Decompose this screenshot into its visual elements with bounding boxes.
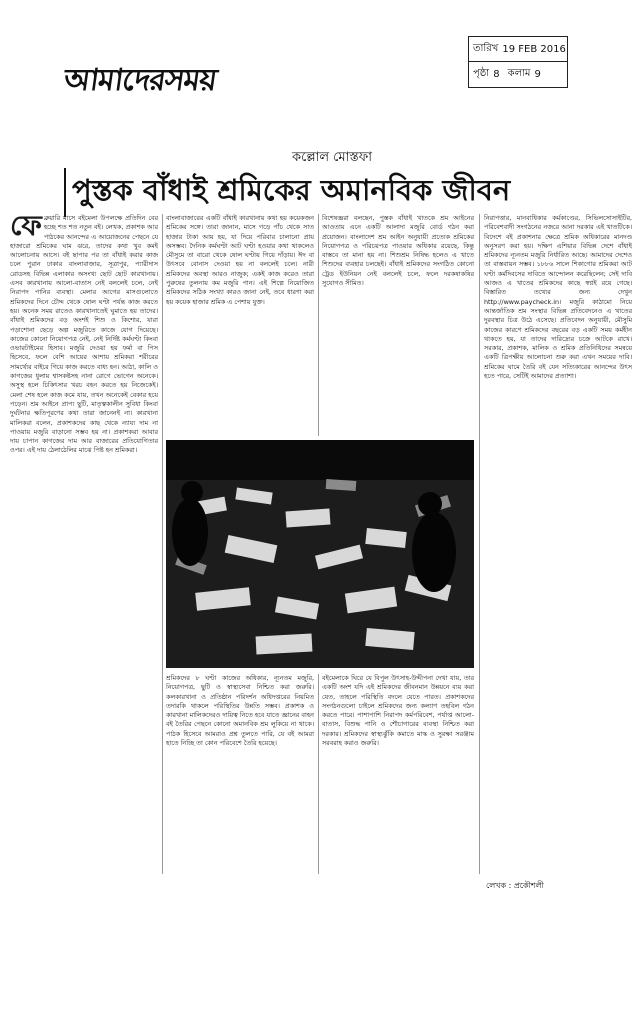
article-column-3-top [322, 214, 474, 436]
article-column-2-text: বাংলাবাজারের একটি বাঁধাই কারখানায় কথা হয় কয়েকজন শ্রমিকের সঙ্গে। তারা জানান, মাসে গড়ে পাঁচ থেকে সাত হাজার টাকা আয় হয়, যা দিয়ে পরিবার চালানো প্রায় অসম্ভব। দৈনিক কর্মঘণ্টা আট ঘণ্টা হওয়ার কথা থাকলেও মৌসুমে তা বারো থেকে ষোল ঘণ্টায় গিয়ে দাঁড়ায়। ঈদ বা উৎসবে বোনাস দেওয়া হয় না বললেই চলে। নারী শ্রমিকদের অবস্থা আরও নাজুক; একই কাজ করেও তারা পুরুষের তুলনায় কম মজুরি পান। এই শিল্পে নিয়োজিত শ্রমিকদের সঠিক সংখ্যা কারও জানা নেই, তবে ধারণা করা হয় কয়েক হাজার শ্রমিক এ পেশায় যুক্ত। [166, 214, 314, 306]
column-divider [162, 214, 163, 874]
article-column-2b-text: শ্রমিকদের ৮ ঘণ্টা কাজের অধিকার, ন্যূনতম মজুরি, নিয়োগপত্র, ছুটি ও স্বাস্থ্যসেবা নিশ্চিত করা জরুরি। কলকারখানা ও প্রতিষ্ঠান পরিদর্শন অধিদপ্তরের নিয়মিত তদারকি থাকলে পরিস্থিতির উন্নতি সম্ভব। প্রকাশক ও কারখানা মালিকদেরও দায়িত্ব নিতে হবে যাতে জ্ঞানের বাহন বই তৈরির পেছনে কোনো অমানবিক শ্রম লুকিয়ে না থাকে। পাঠক হিসেবে আমরাও প্রশ্ন তুলতে পারি, যে বই আমরা হাতে নিচ্ছি তা কোন পরিবেশে তৈরি হয়েছে। [166, 674, 314, 748]
article-headline: পুস্তক বাঁধাই শ্রমিকের অমানবিক জীবন [64, 168, 510, 217]
article-column-4 [484, 214, 632, 874]
article-column-3-text: বিশেষজ্ঞরা বলছেন, পুস্তক বাঁধাই খাতকে শ্রম আইনের আওতায় এনে একটি আলাদা মজুরি বোর্ড গঠন করা প্রয়োজন। বাংলাদেশ শ্রম আইন অনুযায়ী প্রত্যেক শ্রমিকের নিয়োগপত্র ও পরিচয়পত্র পাওয়ার অধিকার রয়েছে, কিন্তু বাস্তবে তা মানা হয় না। শিশুশ্রম নিষিদ্ধ হলেও এ খাতে শিশুদের ব্যবহার চলছেই। বাঁধাই শ্রমিকদের সংগঠিত কোনো ট্রেড ইউনিয়ন নেই বললেই চলে, ফলে দরকষাকষির সুযোগও সীমিত। [322, 214, 474, 288]
stamp-page-value: 8 [493, 68, 500, 80]
stamp-page-label: পৃষ্ঠা [473, 67, 490, 79]
stamp-date-row [469, 37, 567, 62]
archive-stamp [468, 36, 568, 88]
article-column-1-text: ব্রুয়ারি মাসে বইমেলা উপলক্ষে প্রতিদিন বের হচ্ছে শত শত নতুন বই। লেখক, প্রকাশক আর পাঠকের আনন্দের এ আয়োজনের পেছনে যে হাজারো শ্রমিকের ঘাম ঝরে, তাদের কথা খুব কমই আলোচনায় আসে। বই ছাপার পর তা বাঁধাই করার কাজ চলে পুরান ঢাকার বাংলাবাজার, সূত্রাপুর, প্যারীদাস রোডসহ বিভিন্ন এলাকার অসংখ্য ছোট ছোট কারখানায়। এসব কারখানায় আলো-বাতাস নেই বললেই চলে, নেই নিরাপদ পানির ব্যবস্থা। মেলার আগের মাসগুলোতে শ্রমিকদের দিনে চৌদ্দ থেকে ষোল ঘণ্টা পর্যন্ত কাজ করতে হয়। অনেক সময় রাতেও কারখানাতেই ঘুমাতে হয় তাদের। বাঁধাই শ্রমিকদের বড় অংশই শিশু ও কিশোর, যারা পড়াশোনা ছেড়ে অল্প মজুরিতে কাজে যোগ দিয়েছে। কাজের কোনো নিয়োগপত্র নেই, নেই নির্দিষ্ট কর্মঘণ্টা কিংবা ওভারটাইমের হিসাব। মজুরি দেওয়া হয় ফর্মা বা পিস হিসেবে, ফলে বেশি আয়ের আশায় শ্রমিকরা শরীরের সামর্থ্যের বাইরে গিয়ে কাজ করতে বাধ্য হন। আঠা, কালি ও কাগজের ধুলায় শ্বাসকষ্টসহ নানা রোগে ভোগেন অনেকে। অসুস্থ হলে চিকিৎসার খরচ বহন করতে হয় নিজেকেই। মেলা শেষ হলে কাজ কমে যায়, তখন অনেকেই বেকার হয়ে পড়েন। শ্রম আইনে প্রাপ্য ছুটি, মাতৃত্বকালীন সুবিধা কিংবা দুর্ঘটনার ক্ষতিপূরণের কথা তারা জানেনই না। কারখানা মালিকরা বলেন, প্রকাশকদের কাছ থেকে ন্যায্য দাম না পাওয়ায় মজুরি বাড়ানো সম্ভব হয় না। প্রকাশকরা আবার দায় চাপান কাগজের দাম আর বাজারের প্রতিযোগিতার ওপর। এই দায় ঠেলাঠেলির মাঝে পিষ্ট হন শ্রমিকরা। [10, 214, 158, 455]
stamp-column-value: 9 [534, 68, 541, 80]
article-column-2-top [166, 214, 314, 436]
article-column-4-text: নিরাপত্তার, মানবাধিকার কর্মকাণ্ডের, সিভিলসোসাইটির, পরিবেশবাদী সংগঠনের নজরে আনা দরকার এই খাতটিকে। বিদেশে বই প্রকাশনার ক্ষেত্রে শ্রমিক অধিকারের মানদণ্ড অনুসরণ করা হয়। দক্ষিণ এশিয়ার বিভিন্ন দেশে বাঁধাই শ্রমিকদের ন্যূনতম মজুরি নির্ধারিত আছে। আমাদের দেশেও তা বাস্তবায়ন সম্ভব। ১৮৮৬ সালে শিকাগোর শ্রমিকরা আট ঘণ্টা কর্মদিবসের দাবিতে আন্দোলন করেছিলেন; সেই দাবি আজও এ খাতের শ্রমিকদের কাছে স্বপ্নই রয়ে গেছে। বিস্তারিত তথ্যের জন্য দেখুন http://www.paycheck.in। মজুরি কাঠামো নিয়ে আন্তর্জাতিক শ্রম সংস্থার বিভিন্ন প্রতিবেদনেও এ খাতের দুরবস্থার চিত্র উঠে এসেছে। প্রতিবেদন অনুযায়ী, মৌসুমি কাজের কারণে শ্রমিকদের বছরের বড় একটি সময় কর্মহীন থাকতে হয়, যা তাদের দারিদ্র্যের চক্রে আটকে রাখে। সরকার, প্রকাশক, মালিক ও শ্রমিক প্রতিনিধিদের সমন্বয়ে একটি ত্রিপক্ষীয় আলোচনা শুরু করা এখন সময়ের দাবি। শ্রমিকের ঘামে তৈরি বই যেন সত্যিকারের আনন্দের উৎস হতে পারে, সেটিই আমাদের প্রত্যাশা। [484, 214, 632, 381]
column-divider [479, 214, 480, 874]
article-column-3b-text: বইমেলাকে ঘিরে যে বিপুল উৎসাহ-উদ্দীপনা দেখা যায়, তার একটি অংশ যদি এই শ্রমিকদের জীবনমান উন্নয়নে ব্যয় করা যেত, তাহলে পরিস্থিতি বদলে যেতে পারত। প্রকাশকদের সংগঠনগুলো চাইলে শ্রমিকদের জন্য কল্যাণ তহবিল গঠন করতে পারে। পাশাপাশি নিরাপদ কর্মপরিবেশ, পর্যাপ্ত আলো-বাতাস, বিশুদ্ধ পানি ও শৌচাগারের ব্যবস্থা নিশ্চিত করা দরকার। শ্রমিকদের স্বাস্থ্যঝুঁকি কমাতে মাস্ক ও সুরক্ষা সরঞ্জাম সরবরাহ করাও জরুরি। [322, 674, 474, 748]
column-divider [318, 674, 319, 874]
article-column-2-bottom [166, 674, 314, 894]
article-dropcap: ফে [10, 214, 42, 242]
newspaper-masthead: আমাদেরসময় [61, 63, 219, 98]
stamp-column-label: কলাম [507, 67, 531, 79]
column-divider [318, 214, 319, 436]
stamp-page-row [469, 62, 567, 86]
book-binding-workers-photo [166, 440, 474, 668]
stamp-date-value: 19 FEB 2016 [502, 43, 566, 55]
stamp-date-label: তারিখ [473, 42, 499, 54]
article-author: কল্লোল মোস্তফা [292, 150, 373, 165]
article-column-1 [10, 214, 158, 894]
article-byline: লেখক : প্রকৌশলী [486, 881, 544, 890]
article-column-3-bottom [322, 674, 474, 894]
article-photo [166, 440, 474, 668]
